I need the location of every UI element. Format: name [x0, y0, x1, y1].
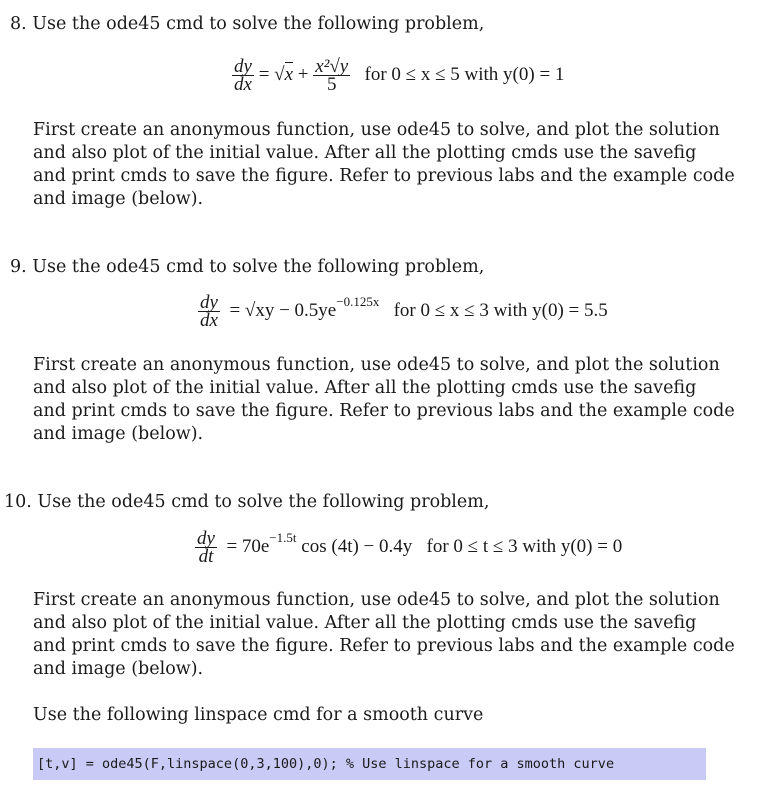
problem-10-heading: [4, 492, 489, 512]
problem-heading-text: Use the ode45 cmd to solve the following problem,: [32, 14, 485, 34]
problem-number: 8.: [10, 14, 27, 34]
problem-9-equation: $\frac{dy}{dx}$ = $√xy - 0.5ye^{-0.125x}$ for 0 ≤ x ≤ 3 with y(0) = 5.5: [200, 292, 608, 332]
problem-number: 9.: [10, 257, 27, 277]
problem-9-instructions: First create an anonymous function, use ode45 to solve, and plot the solution and also plot of the initial value. After all the plotting cmds use the savefig and print cmds to save the figure. Refer to previous labs and the example code and image (below).: [33, 355, 735, 444]
linspace-note: Use the following linspace cmd for a smooth curve: [33, 705, 484, 725]
problem-10-instructions: First create an anonymous function, use ode45 to solve, and plot the solution and also plot of the initial value. After all the plotting cmds use the savefig and print cmds to save the figure. Refer to previous labs and the example code and image (below).: [33, 590, 735, 679]
code-snippet: [t,v] = ode45(F,linspace(0,3,100),0); % Use linspace for a smooth curve: [33, 748, 706, 780]
problem-heading-text: Use the ode45 cmd to solve the following problem,: [32, 257, 485, 277]
term-fraction: $\frac{\text{x²√y}}{5}$: [315, 56, 349, 95]
derivative-fraction: $\frac{dy}{dx}$: [200, 292, 218, 332]
equation-range: for 0 ≤ x ≤ 3 with y(0) = 5.5: [393, 300, 608, 321]
problem-8-heading: [10, 14, 484, 34]
derivative-fraction: $\frac{dy}{dt}$: [197, 528, 215, 568]
problem-8-instructions: First create an anonymous function, use ode45 to solve, and plot the solution and also plot of the initial value. After all the plotting cmds use the savefig and print cmds to save the figure. Refer to previous labs and the example code and image (below).: [33, 120, 735, 209]
equation-range: for 0 ≤ t ≤ 3 with y(0) = 0: [426, 536, 623, 557]
problem-8-equation: $\frac{dy}{dx}$ = √x + $\frac{\text{x²√y}}{5}$ for 0 ≤ x ≤ 5 with y(0) = 1: [234, 56, 565, 95]
problem-10-equation: $\frac{dy}{dt}$ = $70e^{-1.5t}$ cos (4t) − 0.4y for 0 ≤ t ≤ 3 with y(0) = 0: [197, 528, 623, 568]
problem-heading-text: Use the ode45 cmd to solve the following problem,: [37, 492, 490, 512]
problem-9-heading: [10, 257, 484, 277]
equation-range: for 0 ≤ x ≤ 5 with y(0) = 1: [364, 63, 565, 85]
problem-number: 10.: [4, 492, 32, 512]
derivative-fraction: $\frac{dy}{dx}$: [234, 56, 252, 95]
